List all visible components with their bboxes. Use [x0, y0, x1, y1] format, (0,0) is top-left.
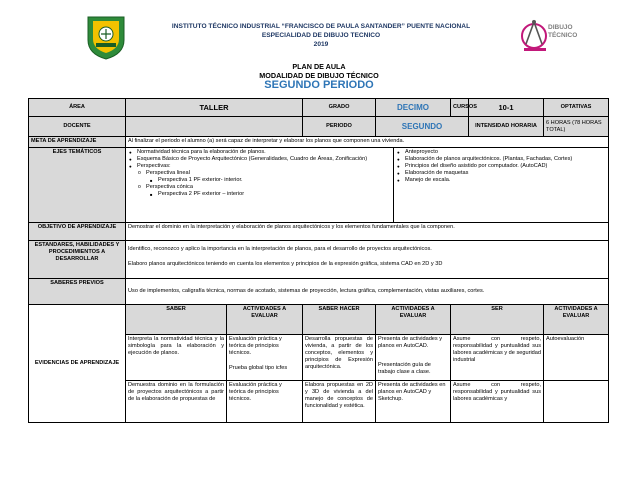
- estandares-text: [126, 241, 609, 279]
- saber-cell: Interpreta la normatividad técnica y la simbología para la elaboración y ejecución de planos.: [126, 335, 227, 381]
- col-header-ser: SER: [451, 305, 544, 335]
- objetivo-row: [29, 223, 609, 241]
- period-title: SEGUNDO PERIODO: [264, 79, 374, 91]
- saber-cell: Demuestra dominio en la formulación de proyectos arquitectónicos a partir de la elaboración de propuestas de: [126, 381, 227, 423]
- actividades-text: Evaluación práctica y teórica de principios técnicos.: [229, 336, 282, 356]
- docente-label: DOCENTE: [29, 117, 126, 137]
- area-value: TALLER: [126, 99, 303, 117]
- ejes-right-list: [394, 148, 609, 223]
- ejes-item: ● Principios del diseño asistido por computador. (AutoCAD): [396, 163, 606, 170]
- meta-label: META DE APRENDIZAJE: [29, 137, 126, 148]
- docente-row: [29, 117, 609, 137]
- saber-hacer-cell: Desarrolla propuestas de vivienda, a partir de los conceptos, elementos y principios de Expresión arquitectónica.: [303, 335, 376, 381]
- intensidad-label: INTENSIDAD HORARIA: [469, 117, 544, 137]
- institution-name: INSTITUTO TÉCNICO INDUSTRIAL “FRANCISCO DE PAULA SANTANDER” PUENTE NACIONAL: [171, 23, 471, 30]
- actividades-cell: [544, 381, 609, 423]
- estandares-line: Elaboro planos arquitectónicos teniendo en cuenta los elementos y principios de la expresión gráfica, sistema CAD en 2D y 3D: [128, 261, 443, 267]
- saber-hacer-cell: Elabora propuestas en 2D y 3D de vivienda a del manejo de conceptos de funcionalidad y estética.: [303, 381, 376, 423]
- ejes-subitem: o Perspectiva cónica: [128, 184, 391, 191]
- intensidad-value: 6 HORAS (78 HORAS TOTAL): [544, 117, 609, 137]
- specialty-name: ESPECIALIDAD DE DIBUJO TECNICO: [261, 32, 381, 39]
- plan-title: [0, 62, 638, 80]
- grado-label: GRADO: [303, 99, 376, 117]
- ejes-item: ● Elaboración de planos arquitectónicos. (Plantas, Fachadas, Cortes): [396, 156, 606, 163]
- ejes-subsubitem: ■ Perspectiva 2 PF exterior – interior: [128, 191, 391, 198]
- actividades-text: Prueba global tipo icfes: [229, 365, 288, 371]
- col-header-saber-hacer: SABER HACER: [303, 305, 376, 335]
- lesson-plan-table: [28, 98, 609, 423]
- col-header-saber: SABER: [126, 305, 227, 335]
- ejes-label: EJES TEMÁTICOS: [29, 148, 126, 223]
- col-header-actividades: ACTIVIDADES A EVALUAR: [227, 305, 303, 335]
- ejes-item: ● Normatividad técnica para la elaboración de planos.: [128, 149, 391, 156]
- grado-value: DECIMO: [376, 99, 451, 117]
- col-header-actividades: ACTIVIDADES A EVALUAR: [376, 305, 451, 335]
- area-label: ÁREA: [29, 99, 126, 117]
- institution-shield-logo: [85, 14, 127, 60]
- actividades-cell: [376, 335, 451, 381]
- optativas-label: OPTATIVAS: [544, 99, 609, 117]
- ejes-item: ● Elaboración de maquetas: [396, 170, 606, 177]
- actividades-cell: [227, 335, 303, 381]
- ser-cell: Asume con respeto, responsabilidad y puntualidad sus labores académicas y de seguridad industrial: [451, 335, 544, 381]
- saberes-text: [126, 279, 609, 305]
- ejes-row: [29, 148, 609, 223]
- meta-row: [29, 137, 609, 148]
- estandares-row: [29, 241, 609, 279]
- actividades-text: Presenta de actividades y planos en AutoCAD.: [378, 336, 443, 349]
- periodo-value: SEGUNDO: [376, 117, 469, 137]
- periodo-label: PERIODO: [303, 117, 376, 137]
- ejes-subitem: o Perspectiva lineal: [128, 170, 391, 177]
- logo-right-caption: DIBUJO TÉCNICO: [548, 24, 578, 39]
- year: 2019: [313, 41, 329, 48]
- meta-text: Al finalizar el periodo el alumno (a) será capaz de interpretar y elaborar los planos que componen una vivienda.: [126, 137, 609, 148]
- evidencias-label: EVIDENCIAS DE APRENDIZAJE: [29, 305, 126, 423]
- objetivo-label: OBJETIVO DE APRENDIZAJE: [29, 223, 126, 241]
- actividades-cell: Presenta de actividades en planos en AutoCAD y Sketchup.: [376, 381, 451, 423]
- modality-label: MODALIDAD DE DIBUJO TÉCNICO: [259, 71, 379, 80]
- estandares-line: Identifico, reconozco y aplico la importancia en la interpretación de planos, para el desarrollo de proyectos arquitectónicos.: [128, 246, 432, 252]
- plan-label: PLAN DE AULA: [292, 62, 346, 71]
- ejes-item: ● Manejo de escala.: [396, 177, 606, 184]
- estandares-label: ESTANDARES, HABILIDADES Y PROCEDIMIENTOS A DESARROLLAR: [29, 241, 126, 279]
- objetivo-text: Demostrar el dominio en la interpretación y elaboración de planos arquitectónicos y los elementos fundamentales que la componen.: [126, 223, 609, 241]
- saberes-row: [29, 279, 609, 305]
- ser-cell: Asume con respeto, responsabilidad y puntualidad sus labores académicas y: [451, 381, 544, 423]
- ejes-item: ● Perspectivas:: [128, 163, 391, 170]
- document-header: [0, 0, 638, 108]
- ejes-left-list: [126, 148, 394, 223]
- actividades-cell: Autoevaluación: [544, 335, 609, 381]
- docente-value: [126, 117, 303, 137]
- cursos-value: 10-1: [469, 99, 544, 117]
- saberes-label: SABERES PREVIOS: [29, 279, 126, 305]
- institution-title: [130, 22, 512, 49]
- ejes-item: ● Esquema Básico de Proyecto Arquitectónico (Generalidades, Cuadro de Áreas, Zonificación): [128, 156, 391, 163]
- ejes-item: ● Anteproyecto: [396, 149, 606, 156]
- col-header-actividades: ACTIVIDADES A EVALUAR: [544, 305, 609, 335]
- cursos-label: CURSOS: [451, 99, 469, 117]
- actividades-cell: Evaluación práctica y teórica de principios técnicos.: [227, 381, 303, 423]
- evidencias-header-row: [29, 305, 609, 335]
- saberes-text-line: Uso de implementos, caligrafía técnica, normas de acotado, sistemas de proyección, lectura gráfica, complementación, vistas auxiliares, cortes.: [128, 288, 485, 294]
- area-row: [29, 99, 609, 117]
- ejes-subsubitem: ■ Perspectiva 1 PF exterior- interior.: [128, 177, 391, 184]
- actividades-text: Presentación guía de trabajo clase a clase.: [378, 362, 431, 375]
